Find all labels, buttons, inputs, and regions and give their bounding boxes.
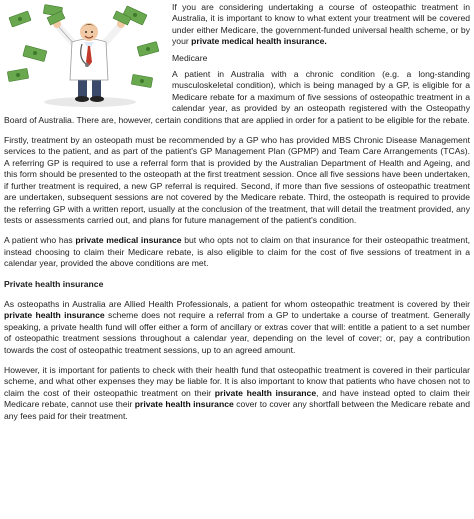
private-p1-after: scheme does not require a referral from a GP to undertake a course of treatment. Generally speaking, a private health fund will offer either a form of ancillary or extras cover that will: entitle a patient to a set number of osteopathic treatment sessions throughout a calendar year, depending on the level of cover; or, pay a contribution towards the cost of osteopathic treatment sessions, up to an agreed amount. xyxy=(4,310,470,355)
private-paragraph-2 xyxy=(4,365,470,422)
doctor-with-money-illustration xyxy=(4,0,164,108)
medicare-heading: Medicare xyxy=(172,52,208,63)
medicare-paragraph-3 xyxy=(4,235,470,269)
private-p1-before: As osteopaths in Australia are Allied Health Professionals, a patient for whom osteopathic treatment is covered by their xyxy=(4,298,470,309)
intro-bold-text: private medical health insurance. xyxy=(191,36,327,47)
doctor-icon xyxy=(4,0,164,108)
medicare-paragraph-2: Firstly, treatment by an osteopath must be recommended by a GP who has provided MBS Chronic Disease Management services to the patient, and as part of the patient's GP Management Plan (GPMP) and Team Care Arrangements (TCAs). A referring GP is required to use a referral form that is provided by the Australian Department of Health and Ageing, and this form should be presented to the osteopath at the first treatment session. Once all five sessions have been undertaken, if further treatment is required, a new GP referral is required. Second, if more than five sessions of osteopathic treatment are undertaken, subsequent sessions are not covered by the Medicare rebate. Third, the osteopath is required to provide the referring GP with a written report, usually at the conclusion of the treatment, that will detail the treatment provided, any tests or assessments carried out, and plans for future management of the patient's condition. xyxy=(4,135,470,225)
private-p2-before: However, it is important for patients to check with their health fund that osteopathic treatment is covered in their particular scheme, and what other expenses they may be liable for. It is also important to know that patients who have chosen not to claim the cost of their osteopathic treatment on their xyxy=(4,364,470,398)
p3-text-before: A patient who has xyxy=(4,235,76,246)
private-paragraph-1 xyxy=(4,299,470,356)
private-insurance-heading: Private health insurance xyxy=(4,278,104,289)
private-p2-bold-2: private health insurance xyxy=(134,399,234,410)
p3-bold-text: private medical insurance xyxy=(75,235,182,246)
private-p2-bold-1: private health insurance xyxy=(214,387,317,398)
private-p2-mid: , and have instead opted to claim their Medicare rebate, cannot use their xyxy=(4,387,470,410)
medicare-paragraph-1: A patient in Australia with a chronic condition (e.g. a long-standing musculoskeletal condition), which is being managed by a GP, is eligible for a Medicare rebate for a maximum of five sessions of osteopathic treatment in a calendar year, as provided by an osteopath registered with the Osteopathy Board of Australia. There are, however, certain conditions that are applied in order for a patient to be eligible for the rebate. xyxy=(4,69,470,125)
p3-text-after: but who opts not to claim on that insurance for their osteopathic treatment, instead choosing to claim their Medicare rebate, is also eligible to claim for the cost of five sessions of treatment in a calendar year, provided the above conditions are met. xyxy=(4,235,470,269)
private-p2-after: cover to cover any shortfall between the Medicare rebate and any fees paid for their treatment. xyxy=(4,399,470,421)
private-p1-bold: private health insurance xyxy=(4,310,105,321)
intro-text: If you are considering undertaking a course of osteopathic treatment in Australia, it is important to know to what extent your treatment will be covered under either Medicare, the government-funded universal health scheme, or by your xyxy=(172,2,470,47)
